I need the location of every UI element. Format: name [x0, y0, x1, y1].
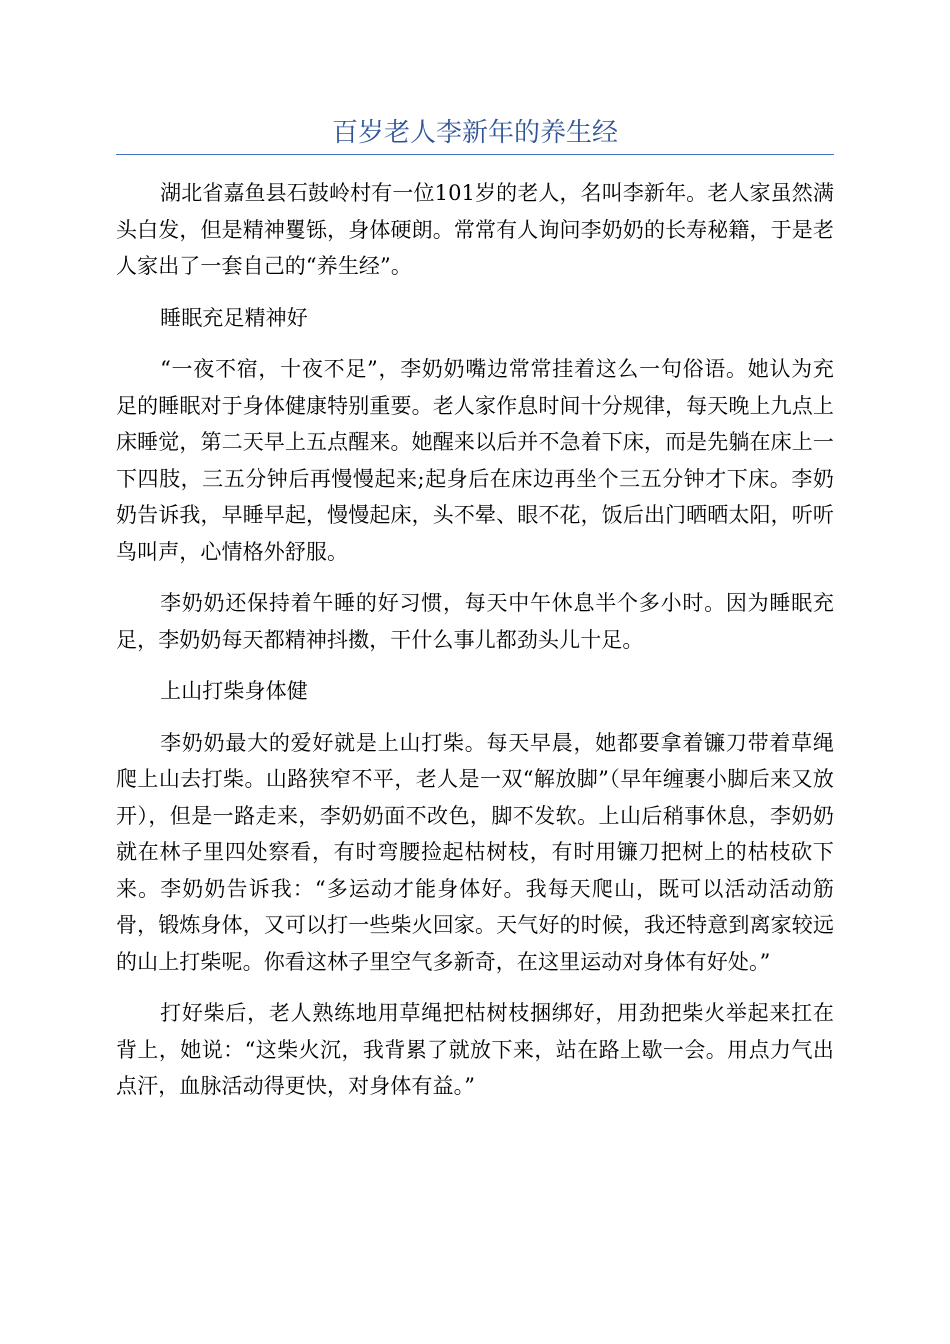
- paragraph-firewood: 李奶奶最大的爱好就是上山打柴。每天早晨，她都要拿着镰刀带着草绳爬上山去打柴。山路狭窄不平，老人是一双“解放脚”（早年缠裹小脚后来又放开），但是一路走来，李奶奶面不改色，脚不发软。上山后稍事休息，李奶奶就在林子里四处察看，有时弯腰捡起枯树枝，有时用镰刀把树上的枯枝砍下来。李奶奶告诉我：“多运动才能身体好。我每天爬山，既可以活动活动筋骨，锻炼身体，又可以打一些柴火回家。天气好的时候，我还特意到离家较远的山上打柴呢。你看这林子里空气多新奇，在这里运动对身体有好处。”: [116, 730, 834, 974]
- document-page: [116, 0, 834, 1344]
- paragraph-sleep-routine: “一夜不宿，十夜不足”，李奶奶嘴边常常挂着这么一句俗语。她认为充足的睡眠对于身体健康特别重要。老人家作息时间十分规律，每天晚上九点上床睡觉，第二天早上五点醒来。她醒来以后并不急着下床，而是先躺在床上一下四肢，三五分钟后再慢慢起来;起身后在床边再坐个三五分钟才下床。李奶奶告诉我，早睡早起，慢慢起床，头不晕、眼不花，饭后出门晒晒太阳，听听鸟叫声，心情格外舒服。: [116, 357, 834, 564]
- document-title: 百岁老人李新年的养生经: [331, 118, 618, 148]
- paragraph-nap: 李奶奶还保持着午睡的好习惯，每天中午休息半个多小时。因为睡眠充足，李奶奶每天都精神抖擞，干什么事儿都劲头儿十足。: [116, 591, 834, 652]
- section-heading-sleep: 睡眠充足精神好: [160, 305, 308, 330]
- paragraph-intro: 湖北省嘉鱼县石鼓岭村有一位101岁的老人，名叫李新年。老人家虽然满头白发，但是精神矍铄，身体硬朗。常常有人询问李奶奶的长寿秘籍，于是老人家出了一套自己的“养生经”。: [116, 181, 834, 278]
- section-heading-firewood: 上山打柴身体健: [160, 679, 308, 703]
- title-underline: [116, 154, 834, 155]
- document-body: [116, 175, 834, 1120]
- paragraph-carry-firewood: 打好柴后，老人熟练地用草绳把枯树枝捆绑好，用劲把柴火举起来扛在背上，她说：“这柴火沉，我背累了就放下来，站在路上歇一会。用点力气出点汗，血脉活动得更快，对身体有益。”: [116, 1001, 834, 1098]
